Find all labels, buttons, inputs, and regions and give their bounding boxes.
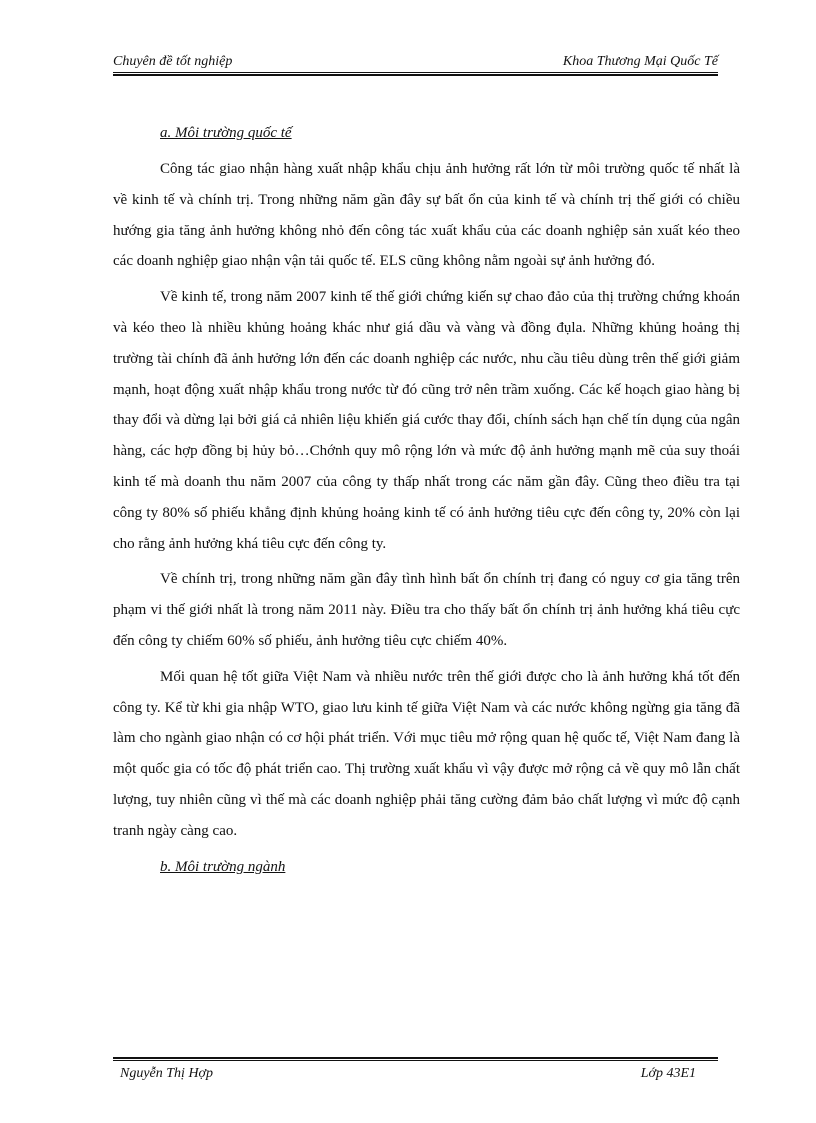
section-b-heading: b. Môi trường ngành <box>160 858 286 875</box>
page-footer <box>120 1066 696 1088</box>
header-divider <box>113 72 718 76</box>
paragraph-relations: Mối quan hệ tốt giữa Việt Nam và nhiều nước trên thế giới được cho là ảnh hưởng khá tốt đến công ty. Kể từ khi gia nhập WTO, giao lưu kinh tế giữa Việt Nam và các nước không ngừng gia tăng đã làm cho ngành giao nhận có cơ hội phát triển. Với mục tiêu mở rộng quan hệ quốc tế, Việt Nam đang là một quốc gia có tốc độ phát triển cao. Thị trường xuất khẩu vì vậy được mở rộng cả về quy mô lẫn chất lượng, tuy nhiên cũng vì thế mà các doanh nghiệp phải tăng cường đảm bảo chất lượng vì mức độ cạnh tranh ngày càng cao. <box>113 668 740 839</box>
header-faculty-label: Khoa Thương Mại Quốc Tế <box>562 54 718 69</box>
footer-divider <box>113 1057 718 1061</box>
page-body <box>113 118 740 888</box>
paragraph-politics: Về chính trị, trong những năm gần đây tình hình bất ổn chính trị đang có nguy cơ gia tăng trên phạm vi thế giới nhất là trong năm 2011 này. Điều tra cho thấy bất ổn chính trị ảnh hưởng khá tiêu cực đến công ty chiếm 60% số phiếu, ảnh hưởng tiêu cực chiếm 40%. <box>113 571 740 649</box>
header-thesis-label: Chuyên đề tốt nghiệp <box>113 54 233 69</box>
section-a-heading: a. Môi trường quốc tế <box>160 125 292 141</box>
paragraph-intro: Công tác giao nhận hàng xuất nhập khẩu chịu ảnh hưởng rất lớn từ môi trường quốc tế nhất là về kinh tế và chính trị. Trong những năm gần đây sự bất ổn của kinh tế và chính trị thế giới có chiều hướng gia tăng ảnh hưởng không nhỏ đến công tác xuất khẩu của các doanh nghiệp sản xuất kéo theo các doanh nghiệp giao nhận vận tải quốc tế. ELS cũng không nằm ngoài sự ảnh hưởng đó. <box>113 161 740 270</box>
footer-author: Nguyễn Thị Hợp <box>120 1066 214 1081</box>
footer-class: Lớp 43E1 <box>640 1066 696 1081</box>
paragraph-economy: Về kinh tế, trong năm 2007 kinh tế thế giới chứng kiến sự chao đảo của thị trường chứng khoán và kéo theo là nhiều khủng hoảng khác như giá dầu và vàng và đồng đụla. Những khủng hoảng thị trường tài chính đã ảnh hưởng lớn đến các doanh nghiệp các nước, nhu cầu tiêu dùng trên thế giới giảm mạnh, hoạt động xuất nhập khẩu trong nước từ đó cũng trở nên trầm xuống. Các kế hoạch giao hàng bị thay đổi và dừng lại bởi giá cả nhiên liệu khiến giá cước thay đổi, chính sách hạn chế tín dụng của ngân hàng, các hợp đồng bị hủy bỏ…Chớnh quy mô rộng lớn và mức độ ảnh hưởng mạnh mẽ của suy thoái kinh tế mà doanh thu năm 2007 của công ty thấp nhất trong các năm gần đây. Cũng theo điều tra tại công ty 80% số phiếu khẳng định khủng hoảng kinh tế có ảnh hưởng tiêu cực đến công ty, 20% còn lại cho rằng ảnh hưởng khá tiêu cực đến công ty. <box>113 289 740 552</box>
